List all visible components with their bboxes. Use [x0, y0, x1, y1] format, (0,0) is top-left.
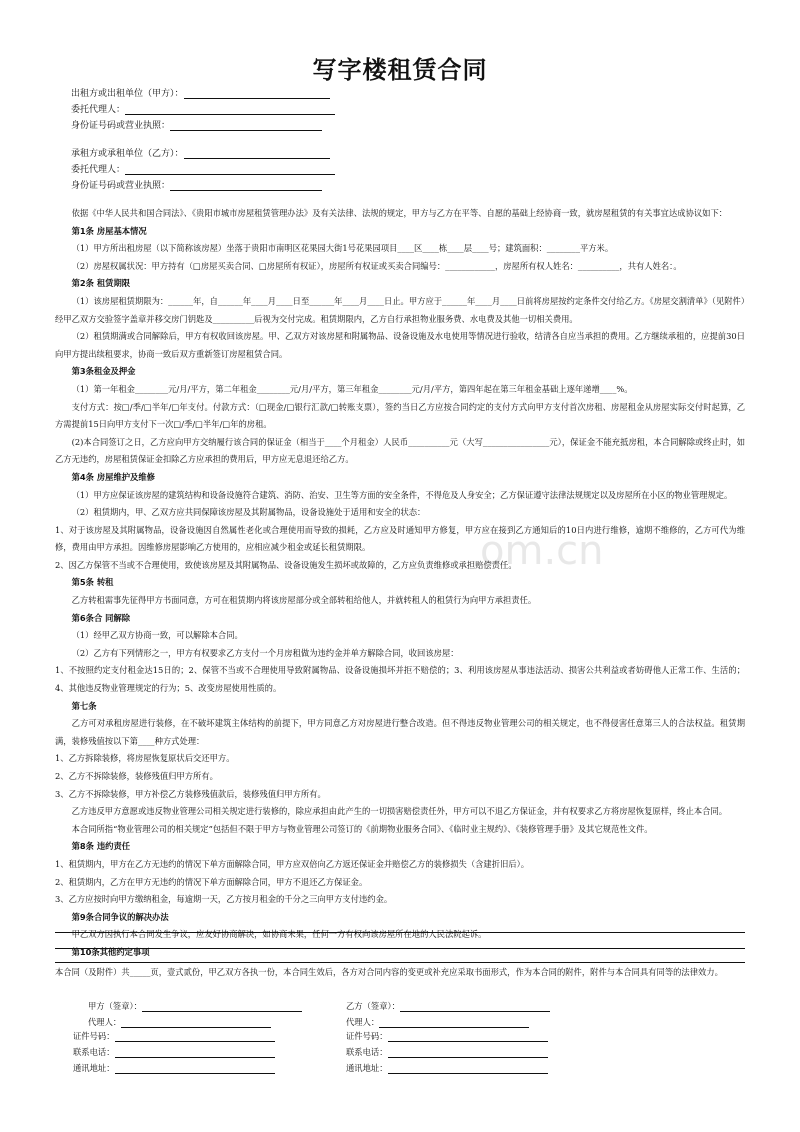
sign-b-line: [346, 1000, 550, 1012]
sign-b-cert-blank[interactable]: [388, 1032, 548, 1042]
clause-text: （1）甲方应保证该房屋的建筑结构和设备设施符合建筑、消防、治安、卫生等方面的安全条件，不得危及人身安全；乙方保证遵守法律法规规定以及房屋所在小区的物业管理规定。: [71, 489, 733, 500]
other-terms-line[interactable]: [55, 932, 745, 933]
clause-text: (2)本合同签订之日，乙方应向甲方交纳履行该合同的保证金（相当于____个月租金）人民币__________元（大写________________元），保证金不能充抵房租，本合同解除或终止时，如乙方无违约，房屋租赁保证金扣除乙方应承担的费用后，甲方应无息退还给乙方。: [55, 436, 745, 465]
lessor-party-blank[interactable]: [184, 89, 330, 99]
clause-text: 乙方可对承租房屋进行装修，在不破坏建筑主体结构的前提下，甲方同意乙方对房屋进行整合改造。但不得违反物业管理公司的相关规定，也不得侵害任意第三人的合法权益。租赁期满，装修残值按以下第____种方式处理：: [55, 718, 745, 746]
clause-heading: 第4条 房屋维护及维修: [71, 471, 155, 482]
sign-a-agent-line: [88, 1016, 271, 1028]
sign-b-label: 乙方（签章）：: [346, 1001, 400, 1011]
lessor-id-blank[interactable]: [170, 121, 322, 131]
clause-text: （2）房屋权属状况：甲方持有（□房屋买卖合同、□房屋所有权证），房屋所有权证或买卖合同编号：____________，房屋所有权人姓名：__________，共有人姓名：。: [71, 260, 682, 271]
clause-heading: 第5条 转租: [71, 577, 114, 588]
page-title: 写字楼租赁合同: [312, 56, 488, 84]
lessor-party-label: 出租方或出租单位（甲方）：: [71, 89, 184, 99]
clause-heading: 第10条其他约定事项: [71, 946, 150, 957]
clause-item: 3、乙方不拆除装修，甲方补偿乙方装修残值款后，装修残值归甲方所有。: [55, 788, 326, 799]
clause-item: 1、乙方拆除装修，将房屋恢复原状后交还甲方。: [55, 753, 235, 764]
clause-heading: 第七条: [71, 700, 97, 711]
clause-item: 1、租赁期内，甲方在乙方无违约的情况下单方面解除合同，甲方应双倍向乙方返还保证金并赔偿乙方的装修损失（含建折旧后）。: [55, 858, 530, 869]
sign-a-phone-line: [73, 1046, 275, 1058]
clause-text: （2）租赁期满或合同解除后，甲方有权收回该房屋。甲、乙双方对该房屋和附属物品、设备设施及水电使用等情况进行验收，结清各自应当承担的费用。乙方继续承租的，应提前30日向甲方提出续租要求，协商一致后双方重新签订房屋租赁合同。: [55, 331, 745, 359]
clause-text: （1）甲方所出租房屋（以下简称该房屋）坐落于贵阳市南明区花果园大街1号花果园项目____区____栋____层____号；建筑面积：________平方米。: [71, 243, 614, 254]
sign-a-addr-label: 通讯地址：: [73, 1063, 115, 1073]
lessor-agent-label: 委托代理人：: [71, 105, 126, 115]
sign-b-phone-label: 联系电话：: [346, 1047, 388, 1057]
sign-a-phone-blank[interactable]: [115, 1048, 275, 1058]
sign-b-cert-label: 证件号码：: [346, 1031, 388, 1041]
sign-b-addr-label: 通讯地址：: [346, 1063, 388, 1073]
clause-text: 本合同所指“物业管理公司的相关规定”包括但不限于甲方与物业管理公司签订的《前期物业服务合同》、《临时业主规约》、《装修管理手册》及其它规范性文件。: [71, 823, 653, 834]
clause-item: 1、不按照约定支付租金达15日的；2、保管不当或不合理使用导致附属物品、设备设施损坏并拒不赔偿的；3、利用该房屋从事违法活动、损害公共利益或者妨碍他人正常工作、生活的；4、其他违反物业管理规定的行为；5、改变房屋使用性质的。: [55, 665, 745, 694]
clause-item: 3、乙方应按时向甲方缴纳租金，每逾期一天，乙方按月租金的千分之三向甲方支付违约金。: [55, 894, 393, 905]
contract-body: [55, 205, 745, 962]
lessee-agent-line: [71, 162, 335, 175]
sign-b-agent-label: 代理人：: [346, 1017, 380, 1027]
clause-item: 2、租赁期内，乙方在甲方无违约的情况下单方面解除合同，甲方不退还乙方保证金。: [55, 876, 368, 887]
watermark: om.cn: [480, 528, 604, 574]
clause-text: （2）乙方有下列情形之一，甲方有权要求乙方支付一个月房租做为违约金并单方解除合同，收回该房屋：: [71, 647, 459, 658]
clause-item: 2、乙方不拆除装修，装修残值归甲方所有。: [55, 771, 218, 781]
clause-text: （2）租赁期内，甲、乙双方应共同保障该房屋及其附属物品，设备设施处于适用和安全的状态：: [71, 507, 426, 518]
sign-a-addr-line: [73, 1062, 275, 1074]
lessee-party-label: 承租方或承租单位（乙方）：: [71, 149, 184, 159]
lessee-party-blank[interactable]: [184, 149, 330, 159]
sign-b-agent-line: [346, 1016, 529, 1028]
clause-heading: 第2条 租赁期限: [71, 278, 131, 289]
other-terms-line[interactable]: [55, 962, 745, 963]
clause-text: （1）该房屋租赁期限为：______年，自______年____月____日至______年____月____日止。甲方应于______年____月____日前将房屋按约定条件交付给乙方。《房屋交割清单》（见附件）经甲乙双方交验签字盖章并移交房门钥匙及__________后视为交付完成。租赁期限内，乙方自行承担物业服务费、水电费及其他一切相关费用。: [55, 295, 745, 324]
clause-item: 1、对于该房屋及其附属物品，设备设施因自然属性老化或合理使用而导致的损耗，乙方应及时通知甲方修复，甲方应在接到乙方通知后的10日内进行维修，逾期不维修的，乙方可代为维修，费用由甲方承担。因维修房屋影响乙方使用的，应相应减少租金或延长租赁期限。: [55, 524, 745, 553]
sign-a-cert-label: 证件号码：: [73, 1031, 115, 1041]
sign-b-agent-blank[interactable]: [379, 1018, 529, 1028]
sign-a-blank[interactable]: [142, 1002, 302, 1012]
clause-heading: 第1条 房屋基本情况: [71, 225, 147, 236]
sign-b-phone-line: [346, 1046, 548, 1058]
lessor-agent-blank[interactable]: [125, 105, 335, 115]
sign-a-phone-label: 联系电话：: [73, 1047, 115, 1057]
sign-b-addr-blank[interactable]: [388, 1064, 548, 1074]
clause-text: 乙方转租需事先征得甲方书面同意，方可在租赁期内将该房屋部分或全部转租给他人，并就转租人的租赁行为向甲方承担责任。: [71, 595, 537, 606]
sign-a-label: 甲方（签章）：: [88, 1001, 142, 1011]
lessee-id-blank[interactable]: [170, 181, 322, 191]
other-terms-line[interactable]: [55, 948, 745, 949]
lessor-party-line: [71, 86, 330, 99]
clause-heading: 第9条合同争议的解决办法: [71, 911, 169, 922]
lessor-id-line: [71, 118, 322, 131]
lessee-id-label: 身份证号码或营业执照：: [71, 181, 171, 191]
sign-a-cert-line: [73, 1030, 275, 1042]
clause-text: 甲乙双方因执行本合同发生争议，应友好协商解决，如协商未果，任何一方有权向该房屋所在地的人民法院起诉。: [71, 929, 487, 940]
preamble: 依据《中华人民共和国合同法》、《贵阳市城市房屋租赁管理办法》及有关法律、法规的规定，甲方与乙方在平等、自愿的基础上经协商一致，就房屋租赁的有关事宜达成协议如下：: [71, 208, 728, 218]
lessee-agent-blank[interactable]: [125, 165, 335, 175]
sign-a-agent-blank[interactable]: [121, 1018, 271, 1028]
sign-a-agent-label: 代理人：: [88, 1017, 122, 1027]
clause-text: （1）第一年租金________元/月/平方，第二年租金________元/月/平方，第三年租金________元/月/平方，第四年起在第三年租金基础上逐年递增____%。: [71, 383, 633, 394]
clause-item: 2、因乙方保管不当或不合理使用，致使该房屋及其附属物品、设备设施发生损坏或故障的，乙方应负责维修或承担赔偿责任。: [55, 559, 517, 570]
sign-a-cert-blank[interactable]: [115, 1032, 275, 1042]
clause-heading: 第8条 违约责任: [71, 841, 131, 852]
lessor-agent-line: [71, 102, 335, 115]
sign-b-addr-line: [346, 1062, 548, 1074]
sign-a-line: [88, 1000, 302, 1012]
clause-text: 乙方违反甲方意愿或违反物业管理公司相关规定进行装修的，除应承担由此产生的一切损害赔偿责任外，甲方可以不退乙方保证金，并有权要求乙方将房屋恢复原样，终止本合同。: [71, 806, 728, 817]
closing-paragraph: [55, 964, 745, 982]
clause-heading: 第3条租金及押金: [71, 366, 136, 377]
lessee-party-line: [71, 146, 330, 159]
sign-a-addr-blank[interactable]: [115, 1064, 275, 1074]
clause-text: 支付方式：按□/季/□半年/□年支付。付款方式：（□现金/□银行汇款/□转账支票），签约当日乙方应按合同约定的支付方式向甲方支付首次房租、房屋租金从房屋实际交付时起算，乙方需提前15日向甲方支付下一次□/季/□半年/□年的房租。: [55, 401, 745, 430]
lessee-agent-label: 委托代理人：: [71, 165, 126, 175]
lessee-id-line: [71, 178, 322, 191]
clause-heading: 第6条合 同解除: [71, 612, 131, 623]
sign-b-blank[interactable]: [400, 1002, 550, 1012]
clause-text: （1）经甲乙双方协商一致，可以解除本合同。: [71, 630, 243, 641]
sign-b-cert-line: [346, 1030, 548, 1042]
lessor-id-label: 身份证号码或营业执照：: [71, 121, 171, 131]
closing-text: 本合同（及附件）共_____页，壹式贰份，甲乙双方各执一份，本合同生效后，各方对合同内容的变更或补充应采取书面形式，作为本合同的附件，附件与本合同具有同等的法律效力。: [55, 967, 723, 977]
sign-b-phone-blank[interactable]: [388, 1048, 548, 1058]
